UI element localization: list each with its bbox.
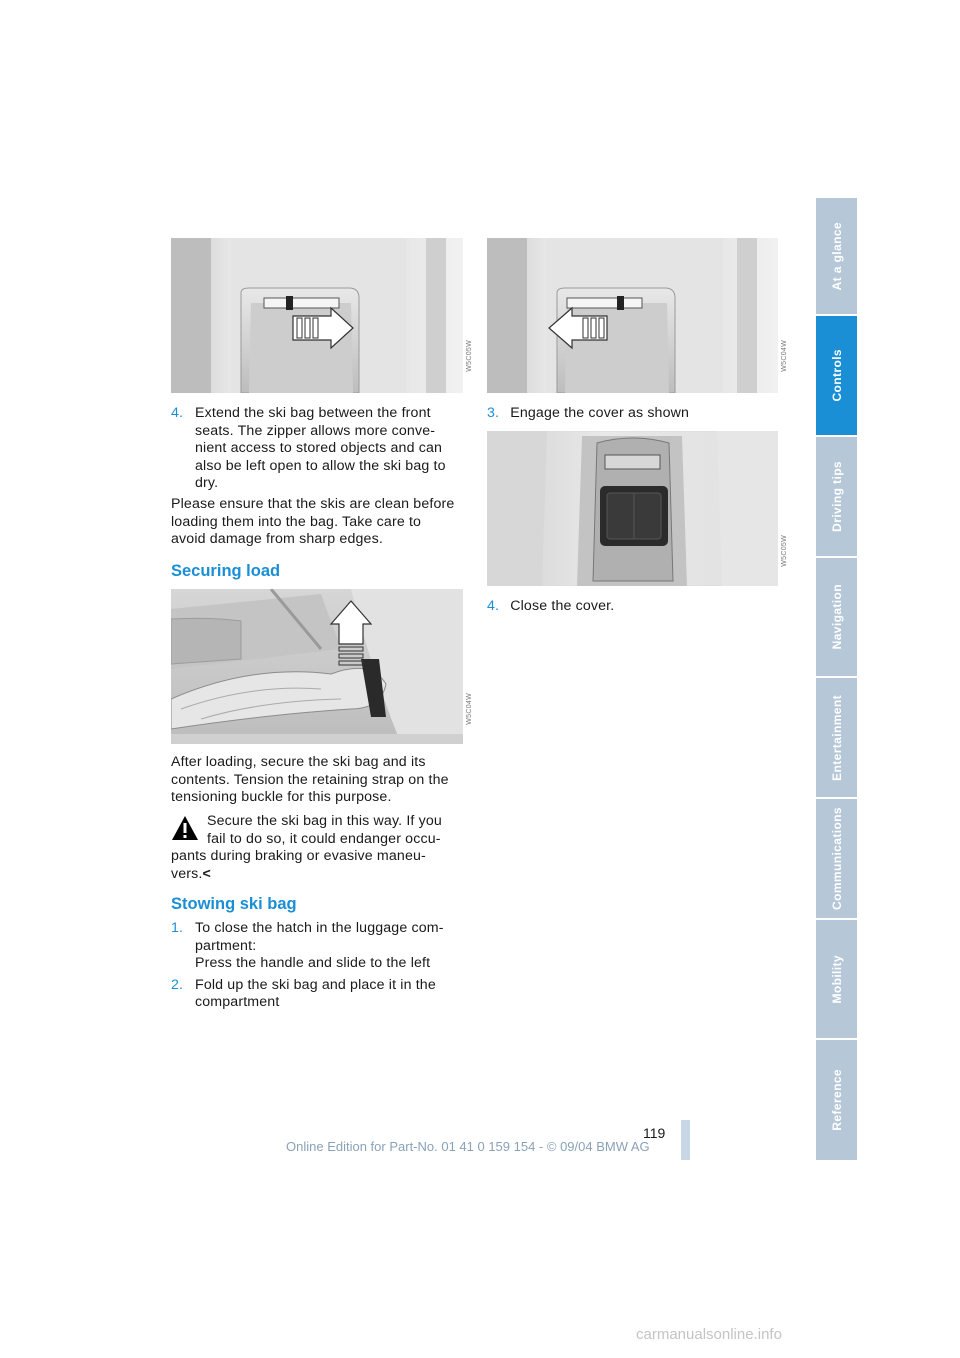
side-tab-label: Controls [829, 349, 844, 402]
step-line: also be left open to allow the ski bag to [195, 457, 446, 474]
step-line: To close the hatch in the luggage com- [195, 920, 444, 936]
side-tab-navigation[interactable] [816, 558, 857, 678]
photo-ski-bag-hatch-open-right [171, 238, 463, 393]
side-tab-label: Navigation [829, 584, 844, 650]
photo-ski-bag-hatch-slide-left [487, 238, 778, 393]
step-number: 4. [487, 598, 500, 614]
side-tab-reference[interactable] [816, 1040, 857, 1160]
para-line: After loading, secure the ski bag and its [171, 754, 426, 770]
step-line: partment: [195, 937, 257, 954]
step-line: dry. [195, 475, 219, 491]
watermark: carmanualsonline.info [636, 1326, 782, 1343]
heading-securing-load: Securing load [171, 562, 281, 580]
heading-stowing-ski-bag: Stowing ski bag [171, 895, 297, 913]
side-tab-label: At a glance [829, 221, 844, 291]
step-number: 4. [171, 405, 184, 421]
warning-text [171, 813, 471, 883]
para-line: loading them into the bag. Take care to [171, 513, 422, 530]
image-code: W5C04W [466, 693, 473, 725]
step-4-extend [171, 405, 471, 493]
stow-steps [171, 920, 471, 1012]
side-tab-label: Reference [829, 1069, 844, 1131]
paragraph-secure-bag [171, 754, 471, 807]
page-number-bar [681, 1120, 690, 1160]
side-tab-communications[interactable] [816, 799, 857, 920]
para-line: contents. Tension the retaining strap on the [171, 771, 449, 788]
step-line: seats. The zipper allows more conve- [195, 422, 436, 439]
step-number: 1. [171, 920, 184, 936]
side-tab-label: Entertainment [829, 694, 844, 781]
side-tab-driving-tips[interactable] [816, 437, 857, 558]
image-code: W5C04W [781, 340, 788, 372]
warning-line: vers. [171, 865, 203, 882]
step-text: Close the cover. [510, 598, 615, 614]
step-line: Extend the ski bag between the front [195, 405, 431, 421]
footer-edition: Online Edition for Part-No. 01 41 0 159 154 - © 09/04 BMW AG [286, 1139, 650, 1154]
image-code: W5C05W [781, 535, 788, 567]
page-number: 119 [643, 1125, 666, 1141]
para-line: tensioning buckle for this purpose. [171, 789, 392, 805]
image-code: W5C05W [466, 340, 473, 372]
side-tab-controls[interactable] [816, 316, 857, 437]
step-line: Fold up the ski bag and place it in the [195, 976, 436, 993]
para-line: avoid damage from sharp edges. [171, 531, 383, 547]
side-tab-mobility[interactable] [816, 920, 857, 1040]
warning-line: pants during braking or evasive maneu- [171, 848, 426, 864]
step-number: 2. [171, 976, 184, 993]
paragraph-clean-skis [171, 496, 471, 549]
step-line: Press the handle and slide to the left [195, 955, 431, 971]
stow-step-2 [171, 977, 471, 1012]
step-line: compartment [195, 994, 280, 1010]
stow-step-1 [171, 920, 471, 973]
step-number: 3. [487, 405, 500, 421]
step-line: nient access to stored objects and can [195, 440, 443, 456]
side-tab-label: Communications [829, 807, 844, 910]
photo-cover-engaged [487, 431, 778, 586]
warning-line: fail to do so, it could endanger occu- [207, 830, 441, 847]
para-line: Please ensure that the skis are clean before [171, 496, 455, 512]
photo-securing-strap [171, 589, 463, 744]
step-4-close [487, 598, 787, 616]
side-tab-label: Mobility [829, 954, 844, 1004]
side-tab-at-a-glance[interactable] [816, 198, 857, 316]
end-mark: < [202, 865, 211, 882]
side-tab-entertainment[interactable] [816, 678, 857, 799]
warning-line: Secure the ski bag in this way. If you [207, 813, 442, 829]
step-text: Engage the cover as shown [510, 405, 690, 421]
step-3-engage [487, 405, 787, 423]
side-tab-label: Driving tips [829, 461, 844, 532]
